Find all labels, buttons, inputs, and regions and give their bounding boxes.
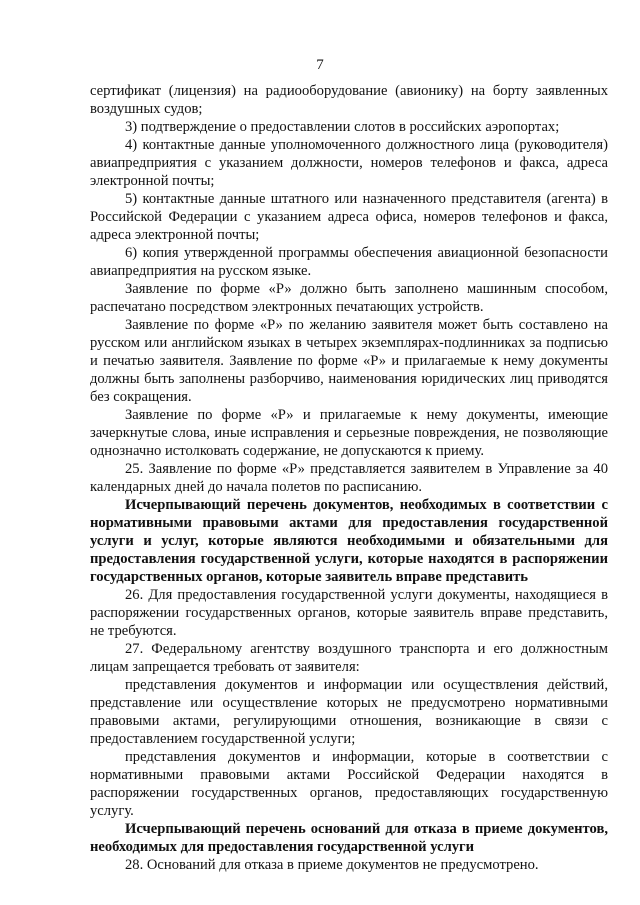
list-item-4: 4) контактные данные уполномоченного должностного лица (руководителя) авиапредприятия с указанием должности, номеров телефонов и факса, адреса электронной почты; (90, 137, 608, 189)
section-heading: Исчерпывающий перечень оснований для отказа в приеме документов, необходимых для предоставления государственной услуги (90, 821, 608, 855)
list-item-6: 6) копия утвержденной программы обеспечения авиационной безопасности авиапредприятия на русском языке. (90, 245, 608, 279)
page-number: 7 (316, 57, 324, 73)
clause-25: 25. Заявление по форме «Р» представляется заявителем в Управление за 40 календарных дней до начала полетов по расписанию. (90, 461, 608, 495)
clause-26: 26. Для предоставления государственной услуги документы, находящиеся в распоряжении государственных органов, которые заявитель вправе представить, не требуются. (90, 587, 608, 639)
paragraph: Заявление по форме «Р» должно быть заполнено машинным способом, распечатано посредством электронных печатающих устройств. (90, 281, 608, 315)
paragraph: представления документов и информации или осуществления действий, представление или осуществление которых не предусмотрено нормативными правовыми актами, регулирующими отношения, возникающие в связи с предоставлением государственной услуги; (90, 677, 608, 747)
document-body (90, 82, 608, 874)
paragraph: представления документов и информации, которые в соответствии с нормативными правовыми актами Российской Федерации находятся в распоряжении государственных органов, предоставляющих государственную услугу. (90, 749, 608, 819)
section-heading: Исчерпывающий перечень документов, необходимых в соответствии с нормативными правовыми актами для предоставления государственной услуги и услуг, которые являются необходимыми и обязательными для предоставления государственной услуги, которые находятся в распоряжении государственных органов, которые заявитель вправе представить (90, 497, 608, 585)
paragraph: Заявление по форме «Р» и прилагаемые к нему документы, имеющие зачеркнутые слова, иные исправления и серьезные повреждения, не позволяющие однозначно истолковать содержание, не допускаются к приему. (90, 407, 608, 459)
clause-27: 27. Федеральному агентству воздушного транспорта и его должностным лицам запрещается требовать от заявителя: (90, 641, 608, 675)
paragraph: Заявление по форме «Р» по желанию заявителя может быть составлено на русском или английском языках в четырех экземплярах-подлинниках за подписью и печатью заявителя. Заявление по форме «Р» и прилагаемые к нему документы должны быть заполнены разборчиво, наименования юридических лиц приводятся без сокращения. (90, 317, 608, 405)
clause-28: 28. Оснований для отказа в приеме документов не предусмотрено. (125, 857, 539, 873)
paragraph-continuation: сертификат (лицензия) на радиооборудование (авионику) на борту заявленных воздушных судов; (90, 83, 608, 117)
list-item-3: 3) подтверждение о предоставлении слотов в российских аэропортах; (125, 119, 560, 135)
list-item-5: 5) контактные данные штатного или назначенного представителя (агента) в Российской Федерации с указанием адреса офиса, номеров телефонов и факса, адреса электронной почты; (90, 191, 608, 243)
